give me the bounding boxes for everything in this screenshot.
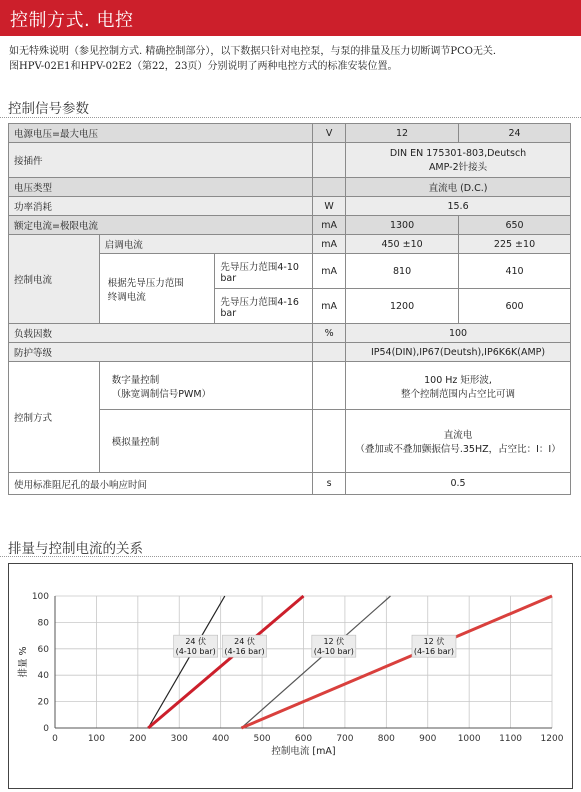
table-cell: [99, 362, 312, 410]
x-tick-label: 1000: [457, 734, 481, 744]
table-row: [9, 324, 571, 343]
table-cell: mA: [313, 235, 346, 254]
series-line: [241, 596, 390, 728]
table-cell: 1300: [346, 216, 459, 235]
table-cell: [313, 343, 346, 362]
cell-line: （脉宽调制信号PWM）: [111, 388, 212, 400]
table-cell: 功率消耗: [9, 197, 313, 216]
series-label: (4-10 bar): [313, 647, 354, 657]
table-cell: V: [313, 124, 346, 143]
intro-text: [9, 44, 569, 74]
table-cell: s: [313, 473, 346, 495]
cell-line: 先导压力范围4-10: [220, 261, 299, 273]
table-cell: 电源电压=最大电压: [9, 124, 313, 143]
x-tick-label: 500: [253, 734, 271, 744]
intro-line: 如无特殊说明（参见控制方式. 精确控制部分），以下数据只针对电控泵，与泵的排量及压力切断调节PCO无关．: [9, 46, 503, 57]
table-cell: 接插件: [9, 143, 313, 178]
cell-line: 直流电: [443, 430, 473, 441]
y-tick-label: 80: [37, 618, 49, 629]
table-cell: 225 ±10: [459, 235, 571, 254]
table-row: [9, 343, 571, 362]
cell-line: 根据先导压力范围: [107, 277, 184, 289]
table-cell: 控制电流: [9, 235, 100, 324]
table-cell: 24: [459, 124, 571, 143]
x-tick-label: 800: [377, 734, 395, 744]
table-cell: [346, 143, 571, 178]
cell-line: DIN EN 175301-803,Deutsch: [389, 147, 527, 159]
table-cell: 模拟量控制: [99, 410, 312, 473]
x-tick-label: 100: [87, 734, 106, 744]
table-row: [9, 216, 571, 235]
y-tick-label: 100: [31, 592, 49, 602]
series-label: (4-16 bar): [224, 647, 265, 657]
table-cell: mA: [313, 254, 346, 289]
table-cell: [346, 410, 571, 473]
table-cell: [99, 254, 215, 324]
series-label: 24 伏: [185, 637, 207, 647]
x-tick-label: 300: [170, 734, 188, 744]
table-cell: 额定电流=极限电流: [9, 216, 313, 235]
table-cell: 防护等级: [9, 343, 313, 362]
table-cell: 100: [346, 324, 571, 343]
table-cell: 810: [346, 254, 459, 289]
x-tick-label: 700: [336, 734, 354, 744]
cell-line: bar: [220, 272, 237, 284]
table-cell: [215, 289, 313, 324]
table-row: [9, 197, 571, 216]
table-cell: %: [313, 324, 346, 343]
page-title: 控制方式. 电控: [10, 10, 134, 31]
x-tick-label: 400: [212, 734, 230, 744]
table-cell: 负载因数: [9, 324, 313, 343]
table-row: [9, 143, 571, 178]
y-tick-label: 60: [37, 644, 49, 655]
table-cell: IP54(DIN),IP67(Deutsh),IP6K6K(AMP): [346, 343, 571, 362]
series-label: (4-16 bar): [413, 647, 455, 657]
x-axis-label: 控制电流 [mA]: [271, 746, 336, 757]
table-cell: [313, 410, 346, 473]
cell-line: 整个控制范围内占空比可调: [401, 388, 516, 400]
section-divider: [0, 556, 581, 557]
table-cell: 0.5: [346, 473, 571, 495]
chart-section-title: 排量与控制电流的关系: [8, 541, 143, 557]
table-cell: 直流电 (D.C.): [346, 178, 571, 197]
x-tick-label: 1200: [540, 734, 564, 744]
table-cell: 650: [459, 216, 571, 235]
series-label: 24 伏: [234, 637, 255, 647]
series-label: (4-10 bar): [175, 647, 216, 657]
cell-line: 终调电流: [107, 291, 146, 303]
x-tick-label: 600: [294, 734, 313, 744]
table-cell: 410: [459, 254, 571, 289]
x-tick-label: 900: [419, 734, 437, 744]
y-tick-label: 20: [37, 697, 49, 708]
table-row: [9, 362, 571, 410]
table-cell: [313, 178, 346, 197]
y-tick-label: 0: [43, 724, 49, 734]
section-divider: [0, 117, 581, 118]
displacement-current-chart: [9, 564, 572, 788]
table-row: [9, 473, 571, 495]
table-row: [9, 178, 571, 197]
x-tick-label: 1100: [499, 734, 523, 744]
table-cell: [313, 143, 346, 178]
table-cell: 启调电流: [99, 235, 312, 254]
table-cell: mA: [313, 289, 346, 324]
chart-frame: [8, 563, 573, 789]
table-cell: 1200: [346, 289, 459, 324]
title-banner: [0, 0, 581, 36]
cell-line: 先导压力范围4-16: [220, 296, 299, 308]
series-line: [148, 596, 225, 728]
cell-line: 100 Hz 矩形波,: [424, 374, 492, 386]
table-row: [9, 235, 571, 254]
table-cell: mA: [313, 216, 346, 235]
series-label: 12 伏: [323, 637, 345, 647]
control-signal-table: [8, 123, 571, 495]
cell-line: 数字量控制: [111, 374, 160, 386]
y-axis-label: 排量 %: [18, 646, 29, 678]
table-cell: 450 ±10: [346, 235, 459, 254]
table-cell: [346, 362, 571, 410]
table-cell: 15.6: [346, 197, 571, 216]
table-cell: [215, 254, 313, 289]
cell-line: AMP-2针接头: [428, 161, 488, 173]
table-cell: [313, 362, 346, 410]
table-cell: W: [313, 197, 346, 216]
cell-line: bar: [220, 307, 237, 319]
table-cell: 电压类型: [9, 178, 313, 197]
table-cell: 12: [346, 124, 459, 143]
table-cell: 使用标准阻尼孔的最小响应时间: [9, 473, 313, 495]
intro-line: 图HPV-02E1和HPV-02E2（第22，23页）分别说明了两种电控方式的标准安装位置。: [9, 61, 398, 72]
table-cell: 600: [459, 289, 571, 324]
series-label: 12 伏: [423, 637, 445, 647]
x-tick-label: 200: [129, 734, 147, 744]
series-line: [241, 596, 552, 728]
table-row: [9, 124, 571, 143]
x-tick-label: 0: [52, 734, 58, 744]
y-tick-label: 40: [37, 671, 49, 682]
series-line: [148, 596, 303, 728]
cell-line: （叠加或不叠加颤振信号.35HZ，占空比：I：I）: [355, 444, 561, 455]
signal-section-title: 控制信号参数: [8, 101, 89, 117]
table-cell: 控制方式: [9, 362, 100, 473]
